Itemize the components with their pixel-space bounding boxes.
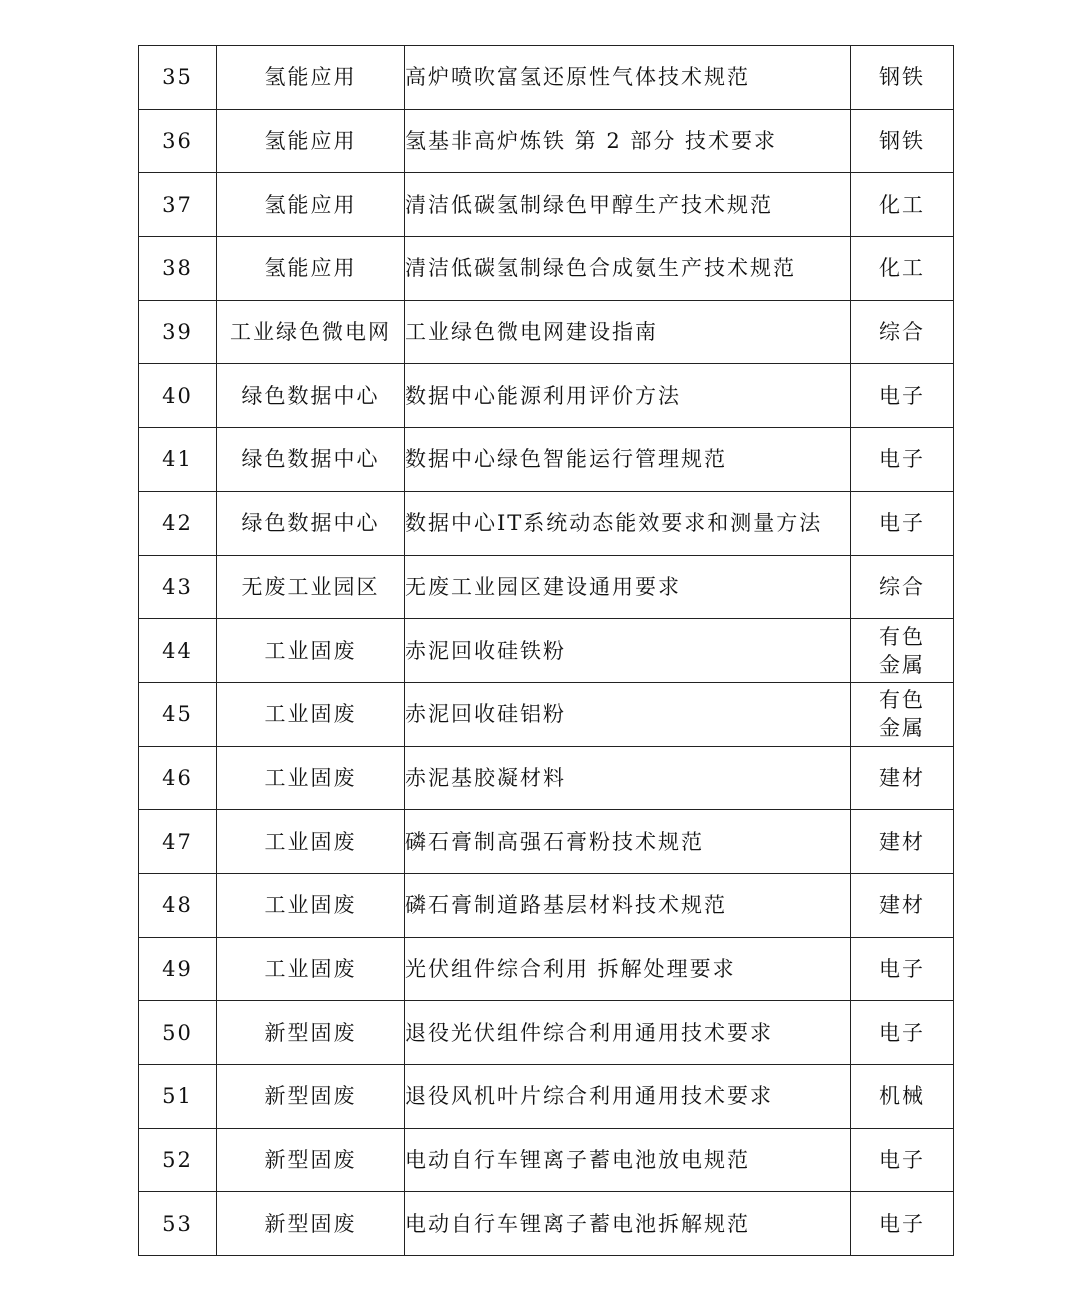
- table-row: [139, 300, 954, 364]
- industry-label: 化工: [879, 256, 925, 281]
- category-cell: 工业绿色微电网: [217, 300, 405, 364]
- table-row: [139, 237, 954, 301]
- industry-cell: [851, 300, 954, 364]
- row-number-cell: 52: [139, 1128, 217, 1192]
- standard-name-cell: 磷石膏制道路基层材料技术规范: [405, 873, 851, 937]
- category-cell: 氢能应用: [217, 173, 405, 237]
- industry-label: 建材: [879, 829, 925, 854]
- row-number-cell: 44: [139, 619, 217, 683]
- category-cell: 氢能应用: [217, 237, 405, 301]
- industry-cell: [851, 46, 954, 110]
- industry-cell: [851, 810, 954, 874]
- standard-name-cell: 数据中心能源利用评价方法: [405, 364, 851, 428]
- industry-label: 钢铁: [879, 65, 925, 90]
- table-row: [139, 619, 954, 683]
- category-cell: 工业固废: [217, 619, 405, 683]
- category-cell: 工业固废: [217, 682, 405, 746]
- industry-label: 电子: [879, 956, 925, 981]
- industry-cell: [851, 1001, 954, 1065]
- industry-label: 电子: [879, 1211, 925, 1236]
- standard-name-cell: 电动自行车锂离子蓄电池放电规范: [405, 1128, 851, 1192]
- standard-name-cell: 赤泥回收硅铁粉: [405, 619, 851, 683]
- industry-cell: [851, 746, 954, 810]
- industry-label: 建材: [879, 765, 925, 790]
- standard-name-cell: 电动自行车锂离子蓄电池拆解规范: [405, 1192, 851, 1256]
- industry-label: 综合: [879, 320, 925, 345]
- standard-name-cell: 光伏组件综合利用 拆解处理要求: [405, 937, 851, 1001]
- industry-cell: [851, 555, 954, 619]
- table-row: [139, 682, 954, 746]
- industry-label: 建材: [879, 893, 925, 918]
- table-row: [139, 1065, 954, 1129]
- row-number-cell: 42: [139, 491, 217, 555]
- industry-cell: [851, 428, 954, 492]
- table-row: [139, 555, 954, 619]
- industry-cell: [851, 619, 954, 683]
- category-cell: 绿色数据中心: [217, 428, 405, 492]
- category-cell: 绿色数据中心: [217, 364, 405, 428]
- industry-cell: [851, 491, 954, 555]
- industry-label: 电子: [879, 511, 925, 536]
- industry-label: 电子: [879, 1020, 925, 1045]
- category-cell: 新型固废: [217, 1001, 405, 1065]
- table-row: [139, 491, 954, 555]
- row-number-cell: 49: [139, 937, 217, 1001]
- industry-cell: [851, 682, 954, 746]
- standard-name-cell: 氢基非高炉炼铁 第 2 部分 技术要求: [405, 109, 851, 173]
- category-cell: 新型固废: [217, 1065, 405, 1129]
- table-row: [139, 1128, 954, 1192]
- standard-name-cell: 磷石膏制高强石膏粉技术规范: [405, 810, 851, 874]
- row-number-cell: 36: [139, 109, 217, 173]
- industry-label: 综合: [879, 574, 925, 599]
- table-row: [139, 173, 954, 237]
- standard-name-cell: 高炉喷吹富氢还原性气体技术规范: [405, 46, 851, 110]
- table-row: [139, 109, 954, 173]
- category-cell: 工业固废: [217, 810, 405, 874]
- row-number-cell: 39: [139, 300, 217, 364]
- row-number-cell: 48: [139, 873, 217, 937]
- industry-label: 电子: [879, 447, 925, 472]
- table-row: [139, 1001, 954, 1065]
- standard-name-cell: 工业绿色微电网建设指南: [405, 300, 851, 364]
- category-cell: 新型固废: [217, 1128, 405, 1192]
- industry-label: 有色金属: [879, 624, 925, 677]
- standards-table: [138, 45, 954, 1256]
- row-number-cell: 38: [139, 237, 217, 301]
- category-cell: 氢能应用: [217, 109, 405, 173]
- standard-name-cell: 退役光伏组件综合利用通用技术要求: [405, 1001, 851, 1065]
- standard-name-cell: 退役风机叶片综合利用通用技术要求: [405, 1065, 851, 1129]
- table-row: [139, 746, 954, 810]
- row-number-cell: 46: [139, 746, 217, 810]
- standard-name-cell: 无废工业园区建设通用要求: [405, 555, 851, 619]
- table-row: [139, 364, 954, 428]
- category-cell: 工业固废: [217, 873, 405, 937]
- category-cell: 氢能应用: [217, 46, 405, 110]
- table-row: [139, 1192, 954, 1256]
- category-cell: 工业固废: [217, 937, 405, 1001]
- row-number-cell: 35: [139, 46, 217, 110]
- category-cell: 新型固废: [217, 1192, 405, 1256]
- table-row: [139, 937, 954, 1001]
- industry-cell: [851, 109, 954, 173]
- standard-name-cell: 清洁低碳氢制绿色合成氨生产技术规范: [405, 237, 851, 301]
- category-cell: 绿色数据中心: [217, 491, 405, 555]
- row-number-cell: 37: [139, 173, 217, 237]
- standard-name-cell: 赤泥回收硅铝粉: [405, 682, 851, 746]
- row-number-cell: 47: [139, 810, 217, 874]
- row-number-cell: 40: [139, 364, 217, 428]
- industry-cell: [851, 1065, 954, 1129]
- industry-label: 有色金属: [879, 688, 925, 741]
- industry-cell: [851, 1192, 954, 1256]
- industry-label: 电子: [879, 383, 925, 408]
- industry-label: 电子: [879, 1148, 925, 1173]
- industry-label: 钢铁: [879, 129, 925, 154]
- industry-cell: [851, 937, 954, 1001]
- industry-cell: [851, 873, 954, 937]
- row-number-cell: 45: [139, 682, 217, 746]
- industry-cell: [851, 237, 954, 301]
- standard-name-cell: 数据中心绿色智能运行管理规范: [405, 428, 851, 492]
- table-row: [139, 428, 954, 492]
- industry-cell: [851, 173, 954, 237]
- row-number-cell: 41: [139, 428, 217, 492]
- standard-name-cell: 赤泥基胶凝材料: [405, 746, 851, 810]
- category-cell: 无废工业园区: [217, 555, 405, 619]
- industry-cell: [851, 1128, 954, 1192]
- industry-label: 机械: [879, 1084, 925, 1109]
- table-row: [139, 873, 954, 937]
- row-number-cell: 53: [139, 1192, 217, 1256]
- row-number-cell: 43: [139, 555, 217, 619]
- table-row: [139, 46, 954, 110]
- industry-label: 化工: [879, 192, 925, 217]
- industry-cell: [851, 364, 954, 428]
- table-row: [139, 810, 954, 874]
- row-number-cell: 51: [139, 1065, 217, 1129]
- row-number-cell: 50: [139, 1001, 217, 1065]
- standards-table-body: [139, 46, 954, 1256]
- standard-name-cell: 数据中心IT系统动态能效要求和测量方法: [405, 491, 851, 555]
- standard-name-cell: 清洁低碳氢制绿色甲醇生产技术规范: [405, 173, 851, 237]
- category-cell: 工业固废: [217, 746, 405, 810]
